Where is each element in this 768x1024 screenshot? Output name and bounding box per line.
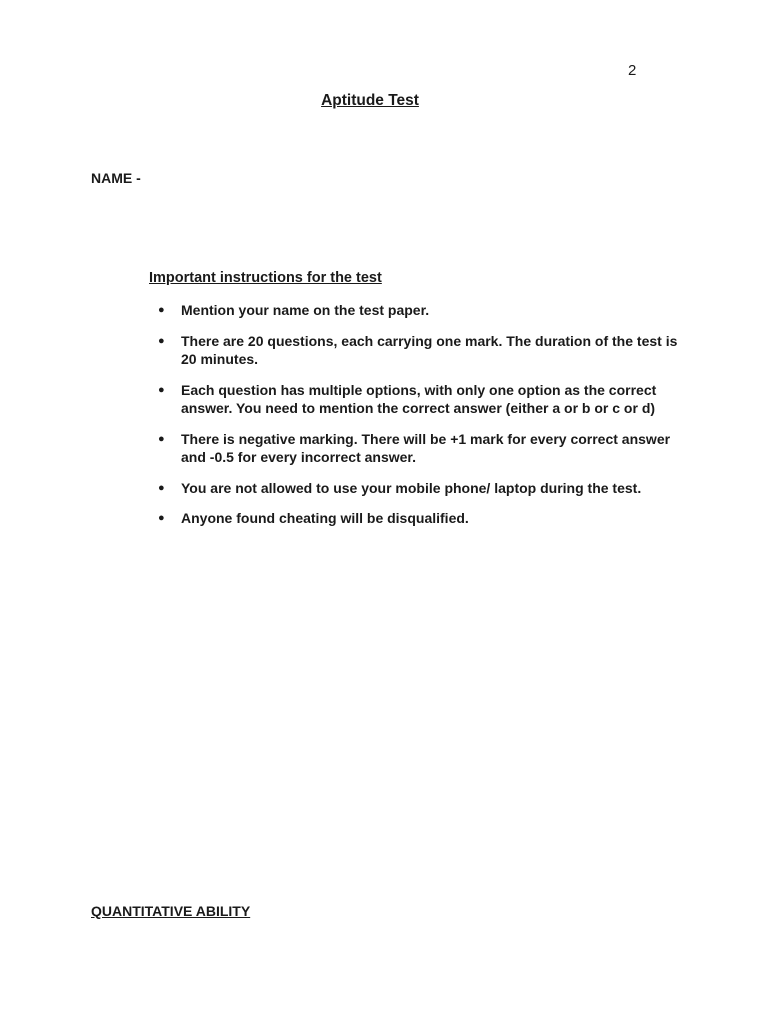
bullet-icon: ● — [158, 383, 165, 396]
instruction-item — [149, 332, 689, 369]
instruction-item — [149, 381, 689, 418]
instruction-item — [149, 430, 689, 467]
instruction-text: Each question has multiple options, with only one option as the correct answer. You need to mention the correct answer (either a or b or c or d) — [181, 381, 657, 416]
instruction-item — [149, 301, 689, 320]
instruction-text: There is negative marking. There will be +1 mark for every correct answer and -0.5 for every incorrect answer. — [181, 430, 671, 465]
page-title: Aptitude Test — [321, 92, 419, 109]
name-label: NAME - — [91, 170, 141, 186]
bullet-icon: ● — [158, 512, 165, 524]
section-heading: QUANTITATIVE ABILITY — [91, 903, 251, 919]
instruction-item — [149, 479, 689, 498]
bullet-icon: ● — [158, 304, 165, 316]
bullet-icon: ● — [158, 334, 165, 347]
instruction-text: You are not allowed to use your mobile phone/ laptop during the test. — [181, 479, 642, 496]
instruction-text: There are 20 questions, each carrying one mark. The duration of the test is 20 minutes. — [181, 332, 678, 367]
instruction-list — [149, 301, 689, 540]
bullet-icon: ● — [158, 481, 165, 494]
page-number: 2 — [628, 62, 637, 79]
instruction-item — [149, 509, 689, 528]
instructions-heading: Important instructions for the test — [149, 270, 382, 286]
instruction-text: Mention your name on the test paper. — [181, 302, 430, 318]
bullet-icon: ● — [158, 432, 165, 445]
instruction-text: Anyone found cheating will be disqualified. — [181, 510, 469, 526]
